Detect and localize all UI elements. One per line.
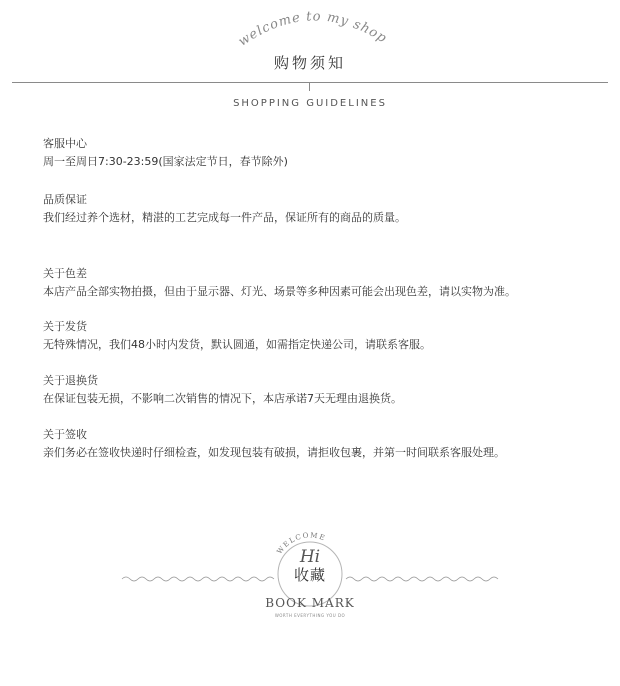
section-body: 我们经过养个选材，精湛的工艺完成每一件产品，保证所有的商品的质量。 — [43, 211, 406, 224]
section-body: 周一至周日7:30-23:59(国家法定节日，春节除外) — [43, 155, 288, 168]
section-returns — [43, 372, 402, 408]
header-divider-tick — [309, 82, 310, 91]
section-body: 亲们务必在签收快递时仔细检查，如发现包装有破损，请拒收包裹，并第一时间联系客服处理。 — [43, 446, 505, 459]
header — [0, 0, 620, 120]
page-subtitle: SHOPPING GUIDELINES — [233, 98, 387, 109]
badge-welcome-text: WELCOME — [275, 531, 328, 556]
section-heading: 客服中心 — [43, 137, 87, 150]
section-shipping — [43, 318, 431, 354]
welcome-script-arc — [225, 2, 395, 57]
section-heading: 关于发货 — [43, 320, 87, 333]
section-quality — [43, 191, 406, 227]
section-heading: 关于签收 — [43, 428, 87, 441]
header-divider — [12, 82, 608, 83]
badge-hi-text: Hi — [299, 547, 321, 567]
section-heading: 品质保证 — [43, 193, 87, 206]
section-color — [43, 265, 516, 301]
svg-text:welcome to my shop — [236, 9, 390, 49]
section-body: 无特殊情况，我们48小时内发货，默认圆通，如需指定快递公司，请联系客服。 — [43, 338, 431, 351]
section-heading: 关于色差 — [43, 267, 87, 280]
section-body: 本店产品全部实物拍摄，但由于显示器、灯光、场景等多种因素可能会出现色差，请以实物为准。 — [43, 285, 516, 298]
badge-favorite-text: 收藏 — [293, 566, 326, 584]
bookmark-badge — [0, 530, 620, 640]
section-heading: 关于退换货 — [43, 374, 98, 387]
page-title: 购物须知 — [273, 54, 346, 72]
badge-tagline: WORTH EVERYTHING YOU DO — [274, 613, 346, 618]
section-customer-service — [43, 135, 288, 171]
badge-bookmark-text: BOOK MARK — [265, 596, 355, 610]
section-body: 在保证包装无损，不影响二次销售的情况下，本店承诺7天无理由退换货。 — [43, 392, 402, 405]
welcome-script-text: welcome to my shop — [235, 9, 390, 50]
section-receipt — [43, 426, 505, 462]
